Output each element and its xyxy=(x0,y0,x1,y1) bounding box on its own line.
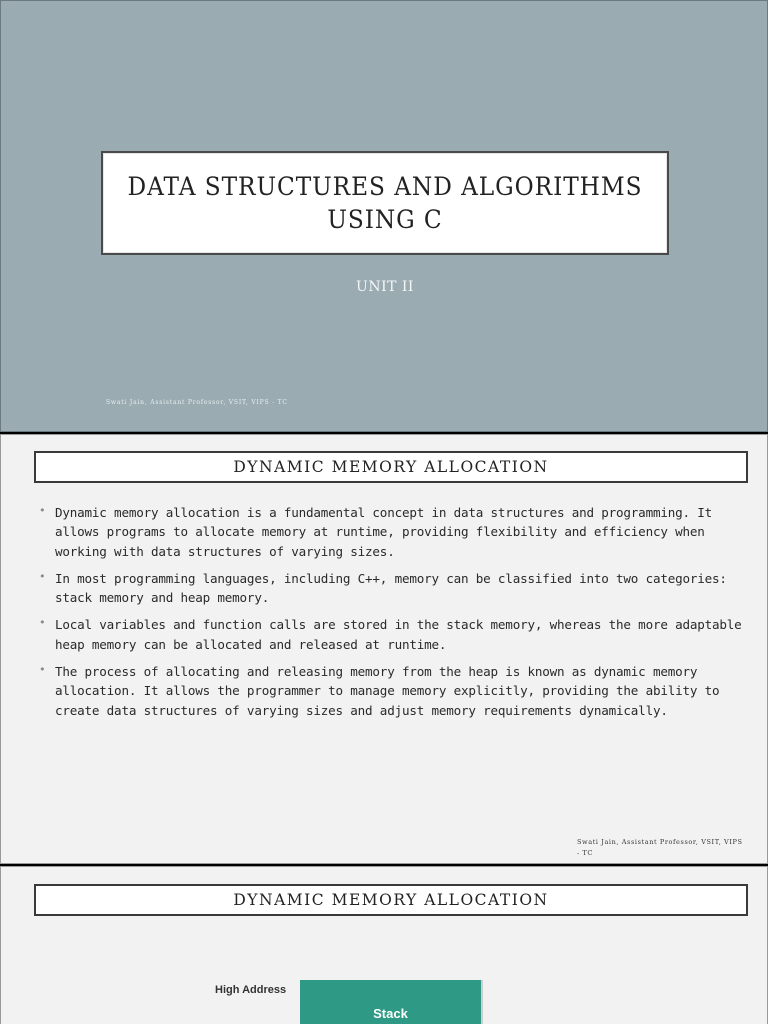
content-slide xyxy=(0,434,768,864)
bullet-list xyxy=(39,503,751,728)
slide-heading-box xyxy=(34,451,748,483)
bullet-icon: • xyxy=(39,569,46,583)
slide-heading: DYNAMIC MEMORY ALLOCATION xyxy=(233,458,549,476)
high-address-label: High Address xyxy=(215,984,287,996)
slide-footer: Swati Jain, Assistant Professor, VSIT, VIPS - TC xyxy=(106,399,288,406)
bullet-text: Dynamic memory allocation is a fundamental concept in data structures and programming. It allows programs to allocate memory at runtime, providing flexibility and efficiency when working with data structures of varying sizes. xyxy=(55,505,713,559)
bullet-item xyxy=(39,569,751,608)
bullet-item xyxy=(39,503,751,561)
presentation-title: DATA STRUCTURES AND ALGORITHMS USING C xyxy=(127,172,643,234)
title-box xyxy=(101,151,669,255)
bullet-item xyxy=(39,662,751,720)
bullet-text: In most programming languages, including C++, memory can be classified into two categories: stack memory and heap memory. xyxy=(55,570,727,606)
bullet-text: Local variables and function calls are stored in the stack memory, whereas the more adaptable heap memory can be allocated and released at runtime. xyxy=(55,617,742,652)
stack-memory-block xyxy=(300,980,483,1024)
diagram-slide xyxy=(0,866,768,1024)
slide-heading-box xyxy=(34,884,748,916)
title-slide xyxy=(0,0,768,432)
bullet-item xyxy=(39,615,751,654)
bullet-icon: • xyxy=(39,504,46,517)
slide-heading: DYNAMIC MEMORY ALLOCATION xyxy=(233,891,549,909)
bullet-icon: • xyxy=(39,663,46,677)
unit-subtitle: UNIT II xyxy=(356,279,414,295)
slide-footer: Swati Jain, Assistant Professor, VSIT, VIPS - TC xyxy=(577,838,743,857)
bullet-icon: • xyxy=(39,616,46,630)
stack-label: Stack xyxy=(373,1006,408,1021)
bullet-text: The process of allocating and releasing memory from the heap is known as dynamic memory allocation. It allows the programmer to manage memory explicitly, providing the ability to create data structures of varying sizes and adjust memory requirements dynamically. xyxy=(55,664,720,718)
